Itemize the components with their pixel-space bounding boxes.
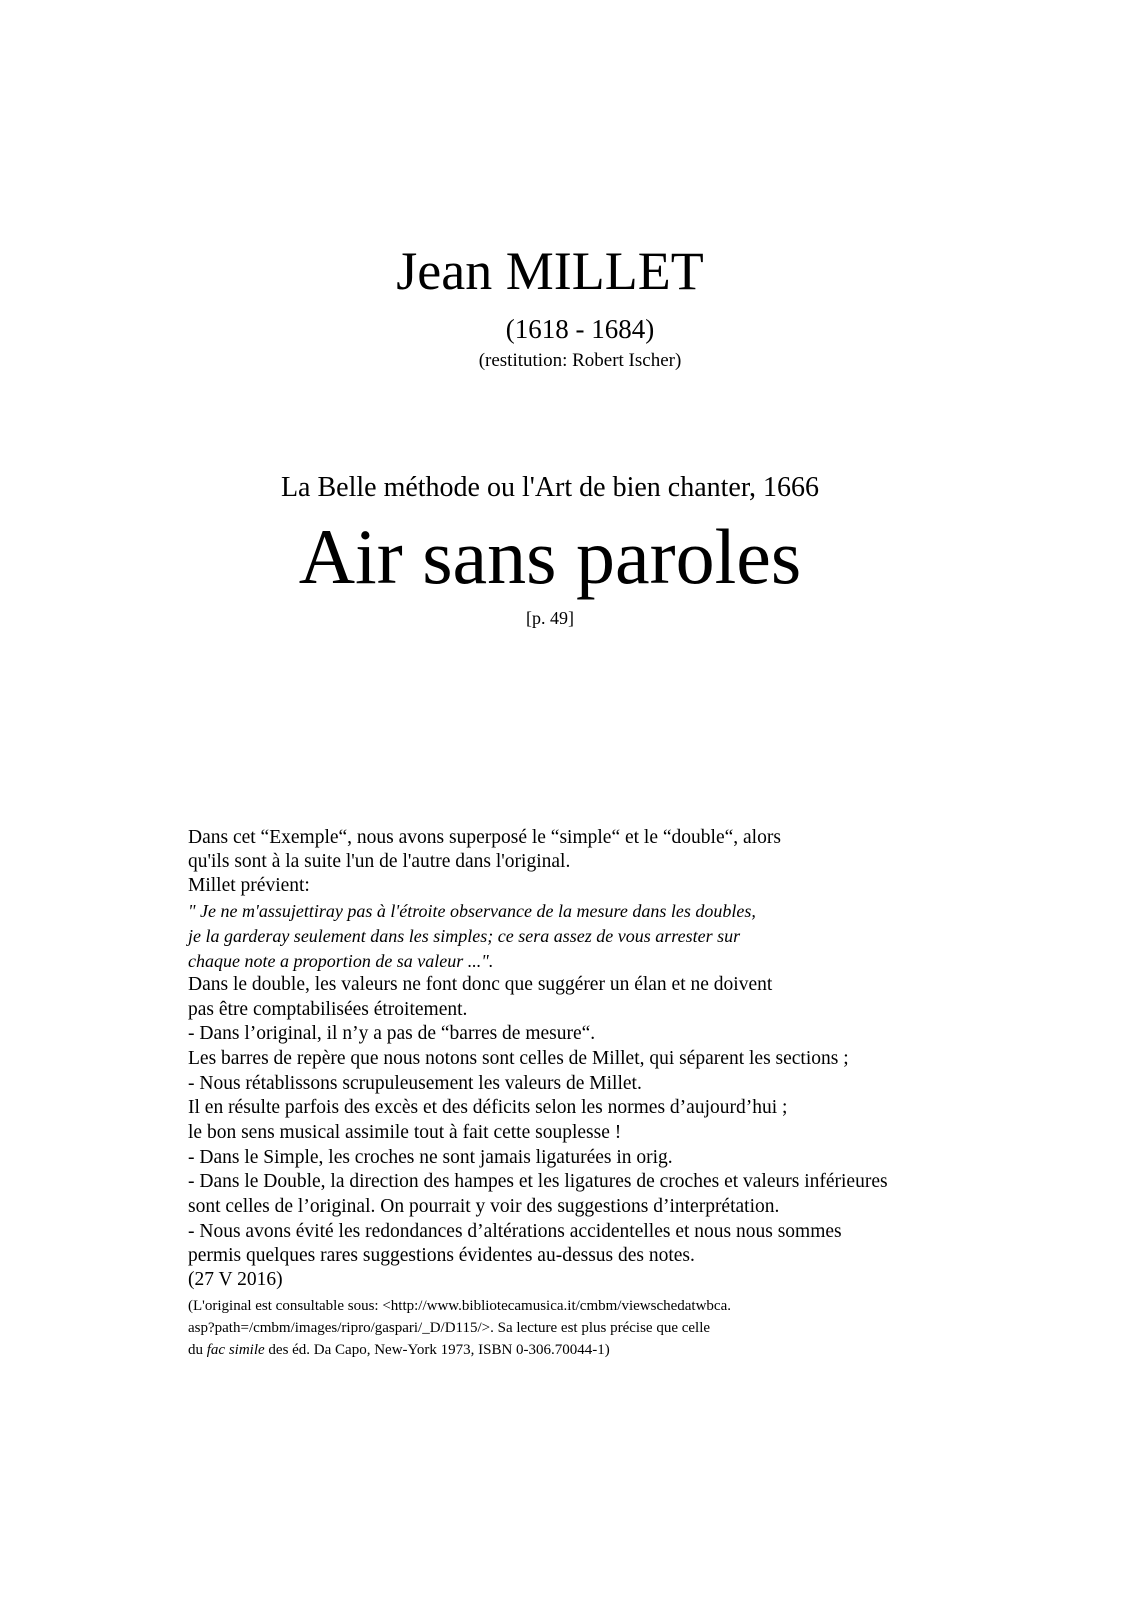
text-line: - Dans le Double, la direction des hampes et les ligatures de croches et valeurs inférieures (188, 1171, 888, 1192)
footnote-text: des éd. Da Capo, New-York 1973, ISBN 0-306.70044-1) (264, 1342, 610, 1358)
text-line: Il en résulte parfois des excès et des déficits selon les normes d’aujourd’hui ; (188, 1097, 788, 1118)
footnote-line (188, 1338, 610, 1362)
restitution-credit: (restitution: Robert Ischer) (478, 350, 682, 371)
footnote-text: du (188, 1342, 207, 1358)
footnote-line: (L'original est consultable sous: <http://www.bibliotecamusica.it/cmbm/viewschedatwbca. (188, 1298, 731, 1314)
text-line: - Dans le Simple, les croches ne sont jamais ligaturées in orig. (188, 1147, 673, 1168)
text-line: sont celles de l’original. On pourrait y voir des suggestions d’interprétation. (188, 1196, 780, 1217)
composer-dates: (1618 - 1684) (505, 314, 655, 344)
text-line: Les barres de repère que nous notons sont celles de Millet, qui séparent les sections ; (188, 1048, 849, 1069)
text-line: Dans cet “Exemple“, nous avons superposé le “simple“ et le “double“, alors (188, 827, 781, 848)
page-title: Air sans paroles (298, 513, 802, 600)
text-line: le bon sens musical assimile tout à fait cette souplesse ! (188, 1122, 622, 1143)
composer-name: Jean MILLET (396, 241, 704, 301)
text-line: Millet prévient: (188, 875, 310, 896)
quote-line: chaque note a proportion de sa valeur ...". (188, 951, 494, 971)
text-line: qu'ils sont à la suite l'un de l'autre dans l'original. (188, 851, 571, 872)
source-title: La Belle méthode ou l'Art de bien chanter, 1666 (280, 472, 820, 503)
text-line: Dans le double, les valeurs ne font donc que suggérer un élan et ne doivent (188, 974, 773, 995)
quote-line: je la garderay seulement dans les simples; ce sera assez de vous arrester sur (188, 926, 741, 946)
text-line: - Nous avons évité les redondances d’altérations accidentelles et nous nous sommes (188, 1221, 842, 1242)
quote-line: " Je ne m'assujettiray pas à l'étroite observance de la mesure dans les doubles, (188, 901, 756, 921)
text-line: permis quelques rares suggestions évidentes au-dessus des notes. (188, 1245, 695, 1266)
footnote-line: asp?path=/cmbm/images/ripro/gaspari/_D/D115/>. Sa lecture est plus précise que celle (188, 1320, 711, 1336)
page-reference: [p. 49] (526, 608, 574, 628)
footnote-italic: fac simile (206, 1342, 265, 1358)
text-line: - Dans l’original, il n’y a pas de “barres de mesure“. (188, 1023, 596, 1044)
date-note: (27 V 2016) (188, 1269, 283, 1290)
text-line: - Nous rétablissons scrupuleusement les valeurs de Millet. (188, 1073, 642, 1094)
text-line: pas être comptabilisées étroitement. (188, 999, 468, 1020)
